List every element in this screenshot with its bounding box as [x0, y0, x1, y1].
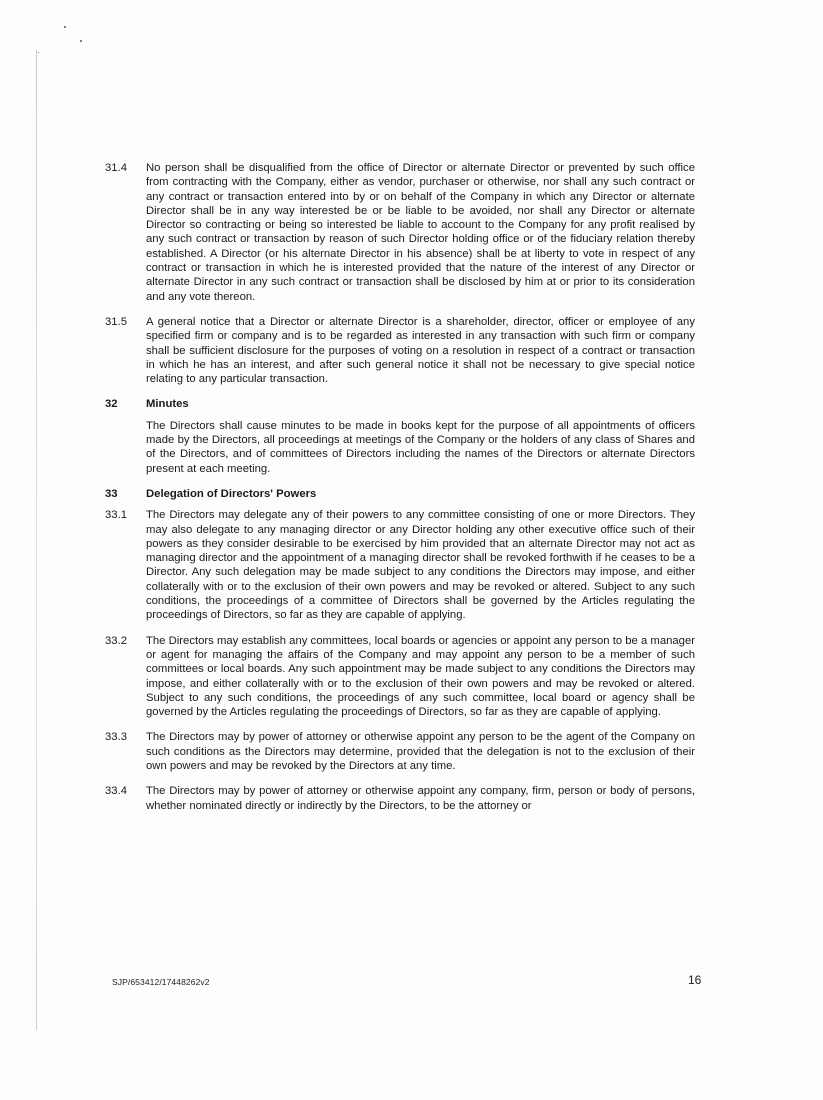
clause-33-4: [105, 784, 695, 813]
clause-31-4: [105, 161, 695, 304]
section-number: 33: [105, 487, 118, 500]
scan-speck: [80, 40, 82, 42]
page-number: 16: [688, 973, 702, 987]
document-body: [105, 161, 695, 824]
scan-speck: [38, 52, 39, 53]
clause-text: No person shall be disqualified from the office of Director or alternate Director or prevented by such office from contracting with the Company, either as vendor, purchaser or otherwise, nor shall any such contract or any contract or transaction entered into by or on behalf of the Company in which any Director or alternate Director shall be in any way interested be or be liable to be avoided, nor shall any Director or alternate Director so contracting or being so interested be liable to account to the Company for any profit realised by any such contract or transaction by reason of such Director holding office or of the fiduciary relation thereby established. A Director (or his alternate Director in his absence) shall be at liberty to vote in respect of any contract or transaction in which he is interested provided that the nature of the interest of any Director or alternate Director in any such contract or transaction shall be disclosed by him at or prior to its consideration and any vote thereon.: [146, 162, 695, 303]
clause-number: 33.2: [105, 634, 127, 647]
section-heading-delegation: [105, 487, 695, 501]
section-title: Delegation of Directors' Powers: [146, 487, 317, 500]
section-number: 32: [105, 398, 118, 411]
scan-edge-line: [36, 50, 37, 1030]
clause-33-2: [105, 634, 695, 720]
clause-33-3: [105, 730, 695, 773]
clause-text: The Directors may by power of attorney or otherwise appoint any company, firm, person or body of persons, whether nominated directly or indirectly by the Directors, to be the attorney or: [146, 785, 695, 812]
clause-number: 33.1: [105, 509, 127, 522]
clause-31-5: [105, 315, 695, 386]
scan-speck: [64, 26, 66, 28]
clause-number: 33.3: [105, 731, 127, 744]
clause-text: A general notice that a Director or alternate Director is a shareholder, director, officer or employee of any specified firm or company and is to be regarded as interested in any transaction with such firm or company shall be sufficient disclosure for the purposes of voting on a resolution in respect of a contract or transaction in which he has an interest, and after such general notice it shall not be necessary to give special notice relating to any particular transaction.: [146, 315, 695, 386]
minutes-paragraph: The Directors shall cause minutes to be made in books kept for the purpose of all appointments of officers made by the Directors, all proceedings at meetings of the Company or the holders of any class of Shares and of the Directors, and of committees of Directors including the names of the Directors or alternate Directors present at each meeting.: [146, 419, 695, 475]
document-reference: SJP/653412/17448262v2: [112, 977, 210, 987]
clause-number: 31.5: [105, 315, 127, 328]
clause-number: 31.4: [105, 162, 127, 174]
section-title: Minutes: [146, 398, 189, 411]
clause-number: 33.4: [105, 785, 127, 798]
clause-text: The Directors may establish any committees, local boards or agencies or appoint any person to be a manager or agent for managing the affairs of the Company and may appoint any person to be a member of such committees or local boards. Any such appointment may be made subject to any conditions the Directors may impose, and either collaterally with or to the exclusion of their own powers and may be revoked or altered. Subject to any such conditions, the proceedings of any such committee, local board or agency shall be governed by the Articles regulating the proceedings of Directors, so far as they are capable of applying.: [146, 634, 695, 719]
section-heading-minutes: [105, 397, 695, 411]
clause-text: The Directors may delegate any of their powers to any committee consisting of one or more Directors. They may also delegate to any managing director or any Director holding any other executive office such of their powers as they consider desirable to be exercised by him provided that an alternate Director may not act as managing director and the appointment of a managing director shall be revoked forthwith if he ceases to be a Director. Any such delegation may be made subject to any conditions the Directors may impose, and either collaterally with or to the exclusion of their own powers and may be revoked or altered. Subject to any such conditions, the proceedings of a committee of Directors shall be governed by the Articles regulating the proceedings of Directors, so far as they are capable of applying.: [146, 509, 695, 622]
clause-33-1: [105, 508, 695, 622]
clause-text: The Directors may by power of attorney or otherwise appoint any person to be the agent of the Company on such conditions as the Directors may determine, provided that the delegation is not to the exclusion of their own powers and may be revoked by the Directors at any time.: [146, 731, 695, 772]
